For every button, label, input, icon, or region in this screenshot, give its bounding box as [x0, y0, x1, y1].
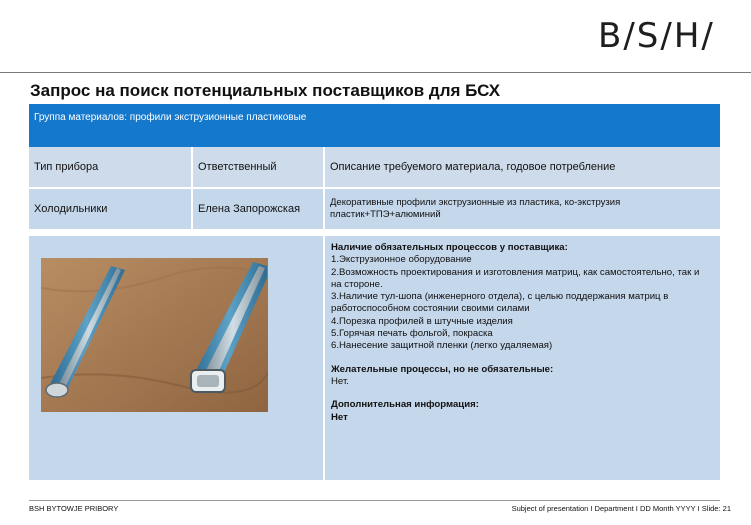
material-group-bar	[29, 104, 720, 147]
extrusion-profile-image	[41, 258, 268, 412]
header-description	[325, 147, 720, 187]
material-group-label: Группа материалов: профили экструзионные пластиковые	[34, 112, 307, 123]
footer-company: BSH BYTOWJE PRIBORY	[29, 504, 119, 513]
additional-info-value: Нет	[331, 411, 348, 423]
header-responsible-label: Ответственный	[198, 161, 277, 173]
footer-slide-info: Subject of presentation I Department I DD Month YYYY I Slide: 21	[511, 504, 731, 513]
cell-device-type-value: Холодильники	[34, 203, 108, 215]
requirements-cell	[325, 236, 720, 480]
header-device-type	[29, 147, 191, 187]
header-divider	[0, 72, 751, 73]
cell-description	[325, 189, 720, 229]
cell-device-type	[29, 189, 191, 229]
required-item: 2.Возможность проектирования и изготовления матриц, как самостоятельно, так и на стороне.	[331, 266, 700, 290]
additional-info-heading: Дополнительная информация:	[331, 399, 479, 411]
required-item: 4.Порезка профилей в штучные изделия	[331, 315, 513, 327]
header-description-label: Описание требуемого материала, годовое потребление	[330, 161, 616, 173]
required-item: 5.Горячая печать фольгой, покраска	[331, 328, 493, 340]
required-item: 1.Экструзионное оборудование	[331, 254, 472, 266]
header-responsible	[193, 147, 323, 187]
desired-processes-heading: Желательные процессы, но не обязательные:	[331, 363, 554, 375]
header-device-type-label: Тип прибора	[34, 161, 99, 173]
profile-photo	[41, 258, 268, 412]
bsh-logo: B/S/H/	[598, 16, 715, 56]
cell-description-value: Декоративные профили экструзионные из пластика, ко-экструзия пластик+ТПЭ+алюминий	[330, 197, 621, 220]
cell-responsible	[193, 189, 323, 229]
page-title: Запрос на поиск потенциальных поставщиков для БСХ	[30, 81, 501, 100]
desired-processes-value: Нет.	[331, 375, 349, 387]
photo-cell	[29, 236, 323, 480]
cell-responsible-value: Елена Запорожская	[198, 203, 301, 215]
required-processes-heading: Наличие обязательных процессов у поставщика:	[331, 242, 568, 253]
footer-divider	[29, 500, 720, 501]
required-item: 3.Наличие тул-шопа (инженерного отдела), с целью поддержания матриц в работоспособном состоянии своими силами	[331, 291, 669, 315]
required-item: 6.Нанесение защитной пленки (легко удаляемая)	[331, 340, 553, 352]
